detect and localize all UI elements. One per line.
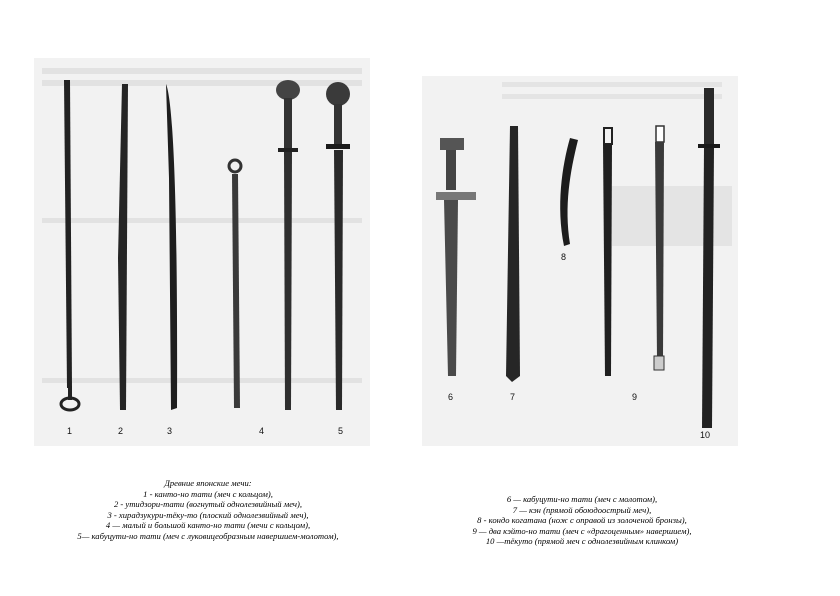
sword-plate-right (422, 76, 738, 446)
sword-9b (654, 126, 664, 370)
figure-number: 5 (338, 426, 344, 436)
caption-line: 9 — два кэйто-но тати (меч с «драгоценным» навершием), (472, 525, 692, 536)
sword-1 (61, 80, 79, 410)
caption-line: 6 — кабуцути-но тати (меч с молотом), (506, 494, 658, 504)
sword-2 (118, 84, 128, 410)
caption-line: 7 — кэн (прямой обоюдоострый меч), (512, 504, 652, 515)
caption-line: 8 - кондо когатана (нож с оправой из золоченой бронзы), (477, 515, 687, 526)
sword-5b (326, 82, 350, 410)
figure-number: 10 (700, 430, 711, 440)
caption-line: 4 — малый и большой канто-но тати (мечи с кольцом), (105, 520, 311, 531)
caption-line: 3 - хирадзукури-тёку-то (плоский однолезвийный меч), (107, 509, 309, 520)
sword-7 (506, 126, 520, 382)
sword-8 (560, 138, 578, 246)
caption-line: 5— кабуцути-но тати (меч с луковицеобразным навершием-молотом), (77, 530, 339, 541)
figure-number: 6 (448, 392, 454, 402)
figure-number: 8 (561, 252, 567, 262)
figure-number: 1 (67, 426, 73, 436)
sword-4 (229, 160, 241, 408)
sword-9a (603, 128, 612, 376)
caption-left (48, 478, 368, 542)
caption-line: 10 —тёкуто (прямой меч с однолезвийным клинком) (485, 536, 679, 547)
figure-number: 3 (167, 426, 173, 436)
sword-3 (166, 84, 177, 410)
sword-10 (698, 88, 720, 428)
sword-6 (436, 138, 476, 376)
figure-number: 9 (632, 392, 638, 402)
swords-1-5-illustration (34, 58, 370, 446)
caption-line: 1 - канто-но тати (меч с кольцом), (143, 488, 273, 499)
caption-line: 2 - утидзори-тати (вогнутый однолезвийный меч), (113, 499, 303, 510)
sword-5a (276, 80, 300, 410)
caption-right (440, 494, 724, 547)
sword-plate-left (34, 58, 370, 446)
figure-number: 7 (510, 392, 516, 402)
swords-6-10-illustration (422, 76, 738, 446)
caption-title: Древние японские мечи: (164, 478, 252, 488)
figure-number: 4 (259, 426, 265, 436)
figure-number: 2 (118, 426, 124, 436)
